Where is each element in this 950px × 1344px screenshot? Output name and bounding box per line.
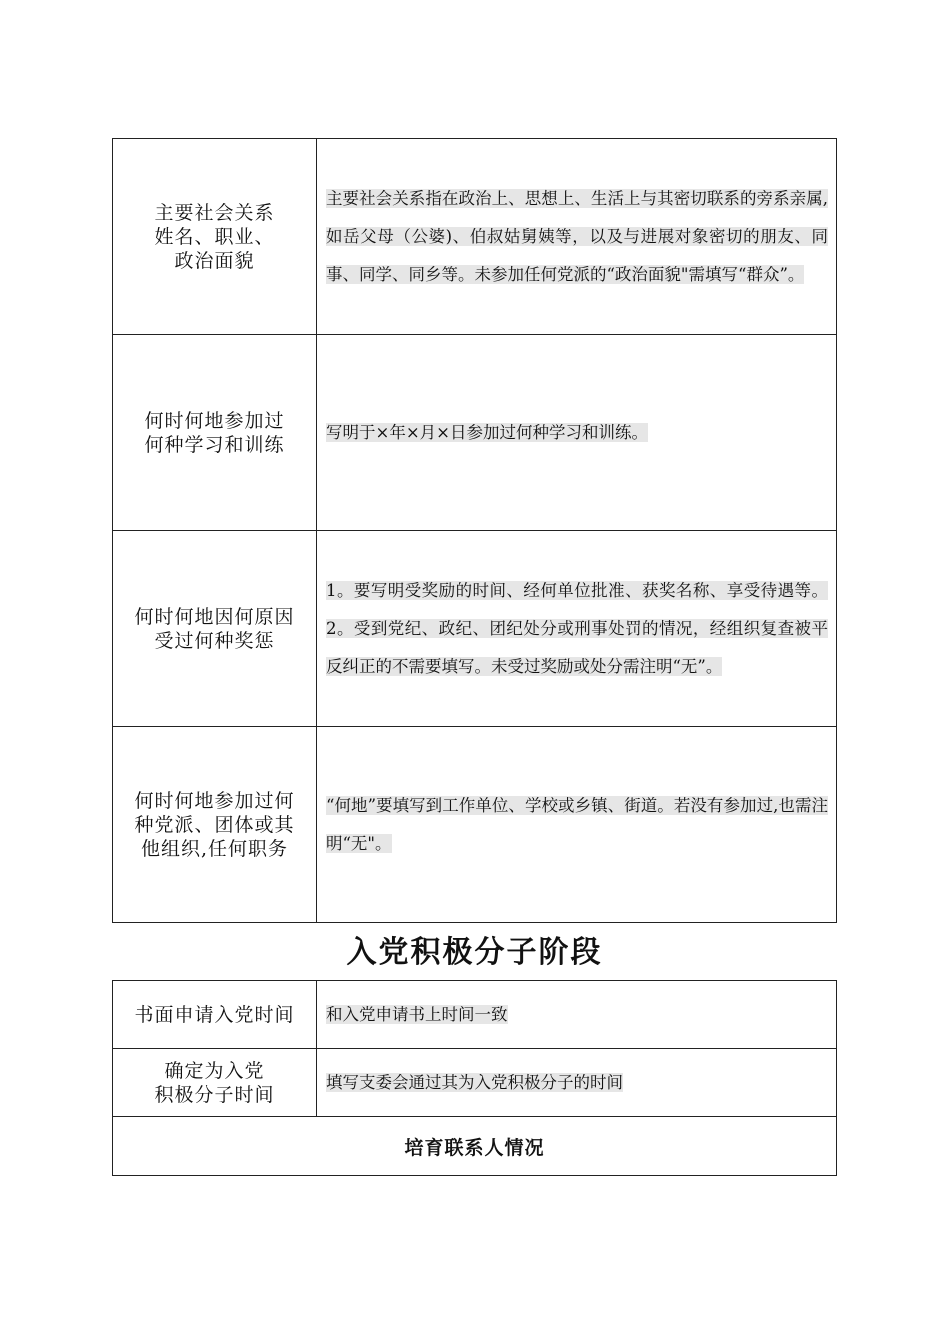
instruction-text: “何地”要填写到工作单位、学校或乡镇、街道。若没有参加过,也需注明“无"。: [326, 795, 828, 853]
row-content-activist-date[interactable]: [317, 1049, 837, 1117]
label-line: 他组织,任何职务: [140, 837, 289, 860]
table-row: [113, 531, 837, 727]
table-row: [113, 139, 837, 335]
row-label-social-relations: [113, 139, 317, 335]
row-content-social-relations[interactable]: [317, 139, 837, 335]
label-line: 书面申请入党时间: [134, 1003, 295, 1026]
section-header-contact-person: 培育联系人情况: [113, 1117, 837, 1176]
table-row: [113, 1049, 837, 1117]
label-line: 何时何地参加过何: [134, 789, 295, 812]
row-content-training[interactable]: [317, 335, 837, 531]
label-line: 确定为入党: [164, 1059, 265, 1082]
label-line: 何时何地参加过: [144, 409, 285, 432]
label-line: 姓名、职业、: [154, 225, 275, 248]
label-line: 积极分子时间: [154, 1083, 275, 1106]
label-line: 种党派、团体或其: [134, 813, 295, 836]
label-line: 主要社会关系: [154, 201, 275, 224]
table-row: [113, 335, 837, 531]
instruction-text: 主要社会关系指在政治上、思想上、生活上与其密切联系的旁系亲属,如岳父母（公婆)、伯叔姑舅姨等，以及与进展对象密切的朋友、同事、同学、同乡等。未参加任何党派的“政治面貌"需填写“群众”。: [326, 188, 828, 284]
table-row: [113, 1117, 837, 1176]
label-line: 受过何种奖惩: [154, 629, 275, 652]
label-line: 何种学习和训练: [144, 433, 285, 456]
row-label-application-date: [113, 981, 317, 1049]
table-row: [113, 727, 837, 923]
label-line: 政治面貌: [174, 249, 255, 272]
instruction-text: 写明于×年×月×日参加过何种学习和训练。: [326, 422, 648, 442]
row-label-training: [113, 335, 317, 531]
personal-info-table: [112, 138, 837, 923]
table-row: [113, 981, 837, 1049]
row-content-application-date[interactable]: [317, 981, 837, 1049]
row-label-rewards-punishments: [113, 531, 317, 727]
activist-stage-table: [112, 980, 837, 1176]
stage-title: 入党积极分子阶段: [346, 935, 603, 970]
row-label-activist-date: [113, 1049, 317, 1117]
instruction-text: 1。要写明受奖励的时间、经何单位批准、获奖名称、享受待遇等。2。受到党纪、政纪、团纪处分或刑事处罚的情况，经组织复查被平反纠正的不需要填写。未受过奖励或处分需注明“无”。: [326, 580, 828, 676]
label-line: 何时何地因何原因: [134, 605, 295, 628]
row-label-organizations: [113, 727, 317, 923]
row-content-rewards-punishments[interactable]: [317, 531, 837, 727]
instruction-text: 填写支委会通过其为入党积极分子的时间: [326, 1072, 623, 1092]
instruction-text: 和入党申请书上时间一致: [326, 1004, 508, 1024]
row-content-organizations[interactable]: [317, 727, 837, 923]
